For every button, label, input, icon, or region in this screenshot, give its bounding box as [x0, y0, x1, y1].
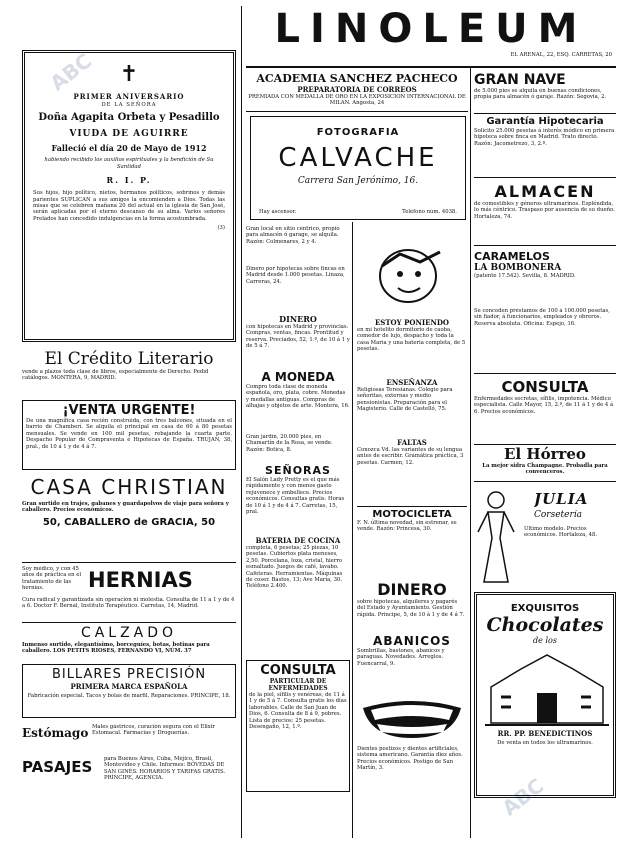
- ad-abanicos: [357, 634, 467, 694]
- ad-title: BILLARES PRECISIÓN: [51, 667, 207, 682]
- ad-body: Cura radical y garantizada sin operación ni molestia. Consulta de 11 a 1 y de 4 a 6. Doctor F. Bernal, Instituto Terapéutico. Carretas, 14, Madrid.: [22, 597, 235, 610]
- ad-title: HERNIAS: [88, 568, 193, 592]
- ad-cartoon: [360, 236, 464, 312]
- ad-subtitle: PARTICULAR DE ENFERMEDADES: [268, 678, 328, 692]
- ad-dientes: [357, 698, 467, 794]
- ad-bateria-cocina: [246, 536, 350, 656]
- masthead-subline: EL ARENAL, 22, ESQ. CARRETAS, 20: [510, 52, 612, 58]
- ad-title: CARAMELOS: [474, 250, 550, 263]
- ad-ensenanza: [357, 378, 467, 434]
- ad-right-note: Teléfono núm. 4038.: [402, 208, 457, 215]
- ad-dinero-estado: [357, 580, 467, 632]
- obituary-body: Sus hijos, hijo político, nietos, hermanos políticos, sobrinos y demás parientes SUPLICAN a sus amigos la encomienden a Dios. Todas las misas que se celebren mañana 20 del actual en la iglesia de San José, serán aplicadas por el eterno descanso de su alma. Varios señores Prelados han concedido indulgencias en la forma acostumbrada.: [33, 190, 225, 222]
- ad-address: Carrera San Jerónimo, 16.: [297, 176, 419, 186]
- ad-body: de comestibles y géneros ultramarinos. Espléndida, lo más céntrico. Traspaso por ausencia de su dueño. Hortaleza, 74.: [474, 201, 615, 220]
- ad-caramelos: [474, 250, 616, 304]
- ad-faltas: [357, 438, 467, 496]
- ad-subtitle: LA BOMBONERA: [474, 263, 562, 273]
- ad-motocicleta: [357, 506, 467, 556]
- ad-title: GRAN NAVE: [474, 72, 566, 88]
- ad-almacen: [474, 182, 616, 246]
- ad-body: F. N. última novedad, sin estrenar, se vende. Razón: Princesa, 30.: [357, 520, 457, 533]
- ad-title: Garantía Hipotecaria: [486, 116, 604, 127]
- obituary-notice: [22, 50, 236, 342]
- ad-title: CALZADO: [80, 625, 178, 641]
- woman-figure-icon: [474, 488, 518, 584]
- ad-moneda: [246, 370, 350, 430]
- ad-body: Males gástricos, curación segura con el Elixir Estomacal. Farmacias y Droguerías.: [92, 724, 215, 737]
- ad-body: Religiosas Teresianas. Colegio para señoritas, externas y medio pensionistas. Preparación para el Magisterio. Calle de Castelló, 75.: [357, 387, 453, 413]
- ad-title: ESTOY PONIENDO: [374, 318, 450, 327]
- ad-title: FALTAS: [397, 438, 427, 447]
- ad-body: Último modelo. Precios económicos. Hortaleza, 48.: [524, 526, 598, 539]
- obituary-name: Doña Agapita Orbeta y Pesadillo: [38, 112, 220, 124]
- ad-consulta: [246, 660, 350, 792]
- ad-dinero-hipotecas: [246, 314, 350, 366]
- ad-title: El Hórreo: [504, 445, 586, 463]
- ad-chocolates-benedictinos: [474, 592, 616, 798]
- masthead-title: LINOLEUM: [274, 6, 588, 52]
- ad-subtitle: PREPARATORIA DE CORREOS: [297, 85, 417, 94]
- masthead: [246, 6, 616, 68]
- ad-estomago: [22, 724, 236, 752]
- ad-hernias: [22, 566, 236, 616]
- ad-body: (patente 17.542). Sevilla, 8. MADRID.: [474, 273, 576, 279]
- ad-garantia-hipotecaria: [474, 116, 616, 178]
- ad-body: De venta en todos los ultramarinos.: [497, 740, 593, 746]
- ad-body: de la piel, sífilis y venéreas, de 11 á 1 y de 5 á 7. Consulta gratis los días laborables. Calle de San Juan de Dios, 6. Consulta de 8 á 9, pobres. Lista de precios: 25 pesetas. Desengaño, 12, 1.º.: [249, 692, 347, 731]
- ad-title: ABANICOS: [373, 634, 451, 648]
- ad-body: Dientes postizos y dientes artificiales, sistema americano. Garantía diez años. Precios económicos. Postigo de San Martín, 3.: [357, 746, 463, 772]
- ad-subtitle: PRIMERA MARCA ESPAÑOLA: [70, 682, 188, 691]
- ad-calzado: [22, 622, 236, 658]
- ad-consulta-right: [474, 378, 616, 440]
- ad-title: CONSULTA: [501, 378, 589, 396]
- obituary-rip: R. I. P.: [106, 175, 152, 186]
- ad-body: vende a plazos toda clase de libros, especialmente de Derecho. Pedid catálogos. MONTERA, 9, MADRID.: [22, 369, 209, 382]
- ad-line2: Chocolates: [486, 614, 604, 636]
- obituary-line2: DE LA SEÑORA: [101, 102, 157, 108]
- ad-senoras: [246, 464, 350, 530]
- ad-title: CASA CHRISTIAN: [30, 476, 228, 499]
- ad-title: PASAJES: [22, 758, 93, 776]
- ad-body: con hipotecas en Madrid y provincias. Compras, ventas, fincas. Prontitud y reserva. Preciados, 52, 1.º, de 10 á 1 y de 5 á 7.: [246, 324, 350, 350]
- ad-body: Fabricación especial. Tacos y bolas de marfil. Reparaciones. PRINCIPE, 18.: [27, 693, 231, 699]
- ad-fotografia-calvache: [250, 116, 466, 220]
- ad-label: FOTOGRAFIA: [316, 127, 400, 138]
- ad-line1: EXQUISITOS: [510, 603, 580, 614]
- ad-title: ALMACEN: [494, 182, 596, 201]
- ad-body: Solicito 25.000 pesetas á interés módico en primera hipoteca sobre finca en Madrid. Trato directo. Razón: Jacometrezo, 3, 2.º.: [474, 128, 615, 147]
- column-separator: [470, 68, 471, 838]
- ad-body: sobre hipotecas, alquileres y pagarés del Estado y Ayuntamiento. Gestión rápida. Principe, 5, de 10 á 1 y de 4 á 7.: [357, 599, 465, 618]
- column-separator: [241, 6, 242, 838]
- ad-small-dinero: Dinero por hipotecas sobre fincas en Madrid desde 1.000 pesetas. Linaza, Carreras, 24.: [246, 266, 345, 285]
- ad-title: DINERO: [279, 314, 317, 324]
- ad-title: SEÑORAS: [265, 464, 331, 477]
- ad-side-text: Soy médico, y con 45 años de práctica en el tratamiento de las hernias.: [22, 566, 82, 592]
- teeth-icon: [357, 698, 467, 742]
- ad-body: Inmenso surtido, elegantísimo, borceguíes, botas, botinas para caballero. LOS PETITS RIOSES, FERNANDO VI, NÚM. 37: [22, 642, 210, 655]
- ad-jardin: Gran jardín, 20.000 pies, en Chamartín de la Rosa, se vende. Razón: Botica, 8.: [246, 434, 333, 453]
- ad-title: ¡VENTA URGENTE!: [62, 403, 196, 418]
- ad-prestamos: Se conceden préstamos de 100 á 100.000 pesetas, sin fiador, á funcionarios, empleados y obreros. Reserva absoluta. Oficina: Espejo, 16.: [474, 308, 616, 374]
- ad-pasajes: [22, 756, 236, 796]
- ad-body: en mi hotelito dormitorio de caoba, comedor de lujo, despacho y toda la casa Maria y una bateria completa, de 5 pesetas.: [357, 327, 466, 353]
- obituary-widow: VIUDA DE AGUIRRE: [69, 129, 189, 140]
- ad-title: ACADEMIA SANCHEZ PACHECO: [256, 72, 458, 85]
- ad-left-note: Hay ascensor.: [259, 208, 297, 215]
- ad-address: 50, CABALLERO de GRACIA, 50: [42, 516, 216, 528]
- ad-title: MOTOCICLETA: [372, 509, 452, 520]
- ad-line3: de los: [533, 636, 557, 645]
- ad-title: JULIA: [534, 490, 589, 508]
- ad-body: Conozca Vd. las variantes de su lengua antes de escribir. Gramática práctica, 3 pesetas. Carmen, 12.: [357, 447, 464, 466]
- ad-estoy-poniendo: [357, 318, 467, 374]
- ad-casa-christian: [22, 476, 236, 560]
- watermark: ABC: [497, 773, 548, 821]
- ad-billares: [22, 664, 236, 718]
- ad-body: para Buenos Aires, Cuba, Méjico, Brasil, Montevideo y Chile. Informes: BÓVEDAS DE SAN GINÉS. HORARIOS Y TARIFAS GRATIS. PRÍNCIPE, AGENCIA.: [104, 756, 226, 782]
- ad-title: El Crédito Literario: [44, 350, 214, 369]
- ad-title: ENSEÑANZA: [386, 378, 438, 387]
- obituary-sacraments: habiendo recibido los auxilios espirituales y la bendición de Su Santidad: [44, 157, 214, 170]
- ad-title: BATERIA DE COCINA: [255, 536, 341, 545]
- ad-subtitle: Corsetería: [534, 510, 583, 520]
- ad-title: DINERO: [377, 580, 447, 599]
- ad-body: De una magnífica casa recién construida, con tres balcones, situada en el barrio de Chamberí. Se alquila el principal en casa de 60 á 80 pesetas mensuales. Se vende en 100 mil pesetas, rebajando la cuarta parte. Despacho Popular de Compraventa é Hipotecas de España. TRUJAN, 38, pral., de 10 á 1 y de 4 á 7.: [26, 418, 232, 450]
- cross-icon: ✝: [119, 62, 139, 87]
- ad-julia-corseteria: [474, 486, 616, 586]
- ad-body: Sombrillas, bastones, abanicos y paraguas. Novedades. Arreglos. Fuencarral, 9.: [357, 648, 445, 667]
- ad-body: Compro toda clase de moneda española, oro, plata, cobre. Monedas y medallas antiguas. Compras de alhajas y objetos de arte. Montera, 16.: [246, 384, 350, 410]
- ad-body: El Salón Lady Pretty es el que más rápidamente y con menos gasto rejuvenece y embellece. Precios económicos. Consultas gratis. Horas de 10 á 1 y de 4 á 7. Carretas, 15, pral.: [246, 477, 345, 516]
- obituary-death-date: Falleció el día 20 de Mayo de 1912: [51, 143, 207, 154]
- ad-title: CALVACHE: [278, 143, 438, 173]
- ad-body: completa, 6 pesetas; 25 piezas, 10 pesetas. Cubiertos plata meneses, 2,50. Porcelana, loza, cristal, hierro esmaltado. Juegos de café, lavabo. Cafeteras. Herramientas. Máquinas de coser. Bastos, 13; Ave María, 30. Teléfono 2.400.: [246, 545, 343, 590]
- column-separator: [352, 222, 353, 838]
- ad-body: La mejor sidra Champagne. Probadla para convenceros.: [482, 463, 608, 476]
- ad-body: Gran surtido en trajes, gabanes y guardapolvos de viaje para señora y caballero. Precios económicos.: [22, 501, 229, 514]
- monastery-illustration-icon: [481, 647, 613, 727]
- ad-small-local: Gran local en sitio céntrico, propio para almacén ó garage, se alquila. Razón: Colmenares, 2 y 4.: [246, 226, 340, 245]
- ad-body: Enfermedades secretas, sífilis, impotencia. Médico especialista. Calle Mayor, 15, 2.º, de 11 á 1 y de 4 á 6. Precios económicos.: [474, 396, 614, 415]
- ad-gran-nave: [474, 72, 616, 114]
- ad-title: Estómago: [22, 726, 88, 740]
- ad-el-horreo: [474, 444, 616, 482]
- ad-title: CONSULTA: [260, 663, 336, 678]
- obituary-line1: PRIMER ANIVERSARIO: [73, 92, 185, 101]
- ad-body: PREMIADA CON MEDALLA DE ORO EN LA EXPOSICION INTERNACIONAL DE MILAN. Angosta, 24: [248, 94, 466, 107]
- ad-venta-urgente: [22, 400, 236, 470]
- obituary-number: (3): [217, 225, 225, 232]
- cartoon-face-icon: [360, 236, 464, 312]
- ad-academia: [246, 72, 468, 112]
- ad-line4: RR. PP. BENEDICTINOS: [497, 729, 593, 738]
- ad-body: de 5.000 pies se alquila en buenas condiciones, propia para almacén ó garaje. Razón: Segovia, 2.: [474, 88, 607, 101]
- separator: [22, 562, 236, 563]
- ad-title: A MONEDA: [261, 370, 335, 384]
- ad-credito-literario: [22, 350, 236, 392]
- watermark: ABC: [45, 48, 96, 96]
